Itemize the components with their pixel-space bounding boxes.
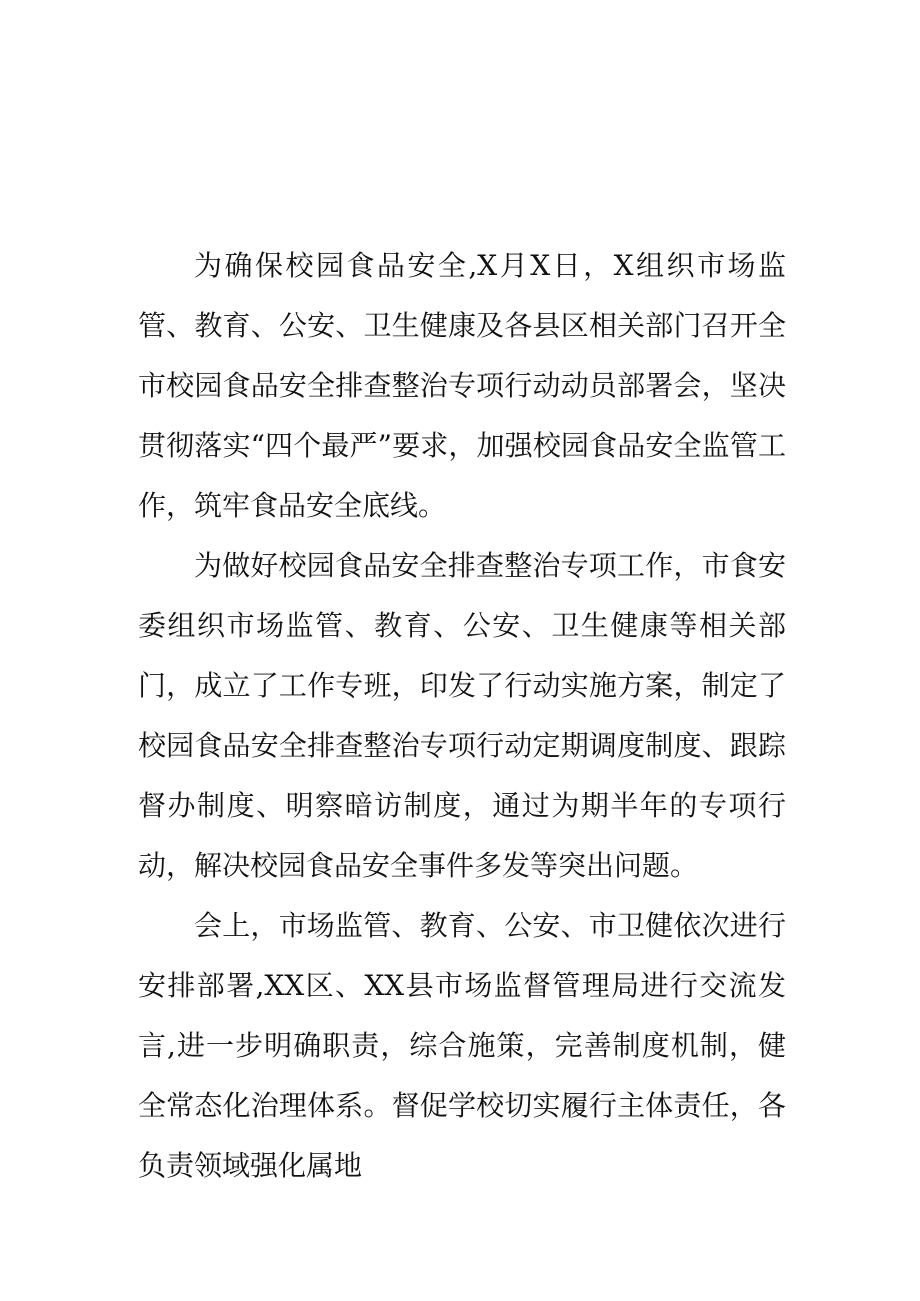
document-body [138,236,786,1196]
paragraph-3: 会上，市场监管、教育、公安、市卫健依次进行安排部署,XX区、XX县市场监督管理局进行交流发言,进一步明确职责，综合施策，完善制度机制，健全常态化治理体系。督促学校切实履行主体责任，各负责领域强化属地 [138,909,786,1182]
paragraph-1: 为确保校园食品安全,X月X日，X组织市场监管、教育、公安、卫生健康及各县区相关部门召开全市校园食品安全排查整治专项行动动员部署会，坚决贯彻落实“四个最严”要求，加强校园食品安全监管工作，筑牢食品安全底线。 [138,249,786,522]
paragraph-2: 为做好校园食品安全排查整治专项工作，市食安委组织市场监管、教育、公安、卫生健康等相关部门，成立了工作专班，印发了行动实施方案，制定了校园食品安全排查整治专项行动定期调度制度、跟踪督办制度、明察暗访制度，通过为期半年的专项行动，解决校园食品安全事件多发等突出问题。 [138,549,786,882]
